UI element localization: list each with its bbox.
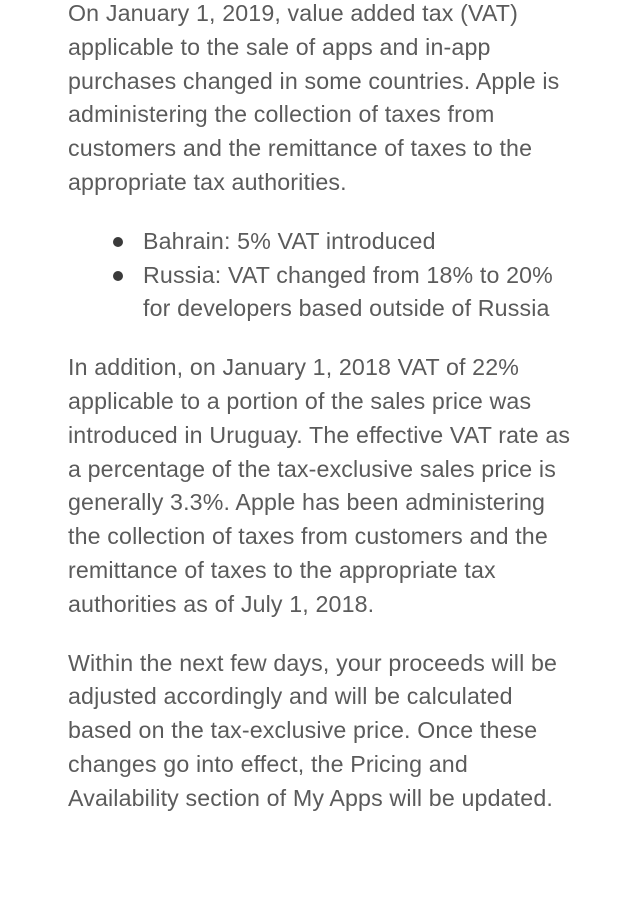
bullet-icon — [113, 237, 123, 247]
proceeds-paragraph: Within the next few days, your proceeds will be adjusted accordingly and will be calculated based on the tax-exclusive price. Once these changes go into effect, the Pricing and Availability section of My Apps will be updated. — [68, 649, 558, 811]
uruguay-vat-paragraph: In addition, on January 1, 2018 VAT of 22% applicable to a portion of the sales price was introduced in Uruguay. The effective VAT rate as a percentage of the tax-exclusive sales price is generally 3.3%. Apple has been administering the collection of taxes from customers and the remittance of taxes to the appropriate tax authorities as of July 1, 2018. — [68, 354, 571, 617]
vat-change-paragraph: On January 1, 2019, value added tax (VAT) applicable to the sale of apps and in-app purchases changed in some countries. Apple is administering the collection of taxes from customers and the remittance of taxes to the appropriate tax authorities. — [68, 0, 560, 195]
list-item — [143, 225, 578, 259]
list-item-text: Bahrain: 5% VAT introduced — [143, 227, 436, 254]
message-content — [68, 0, 578, 816]
bullet-icon — [113, 271, 123, 281]
list-item-text: Russia: VAT changed from 18% to 20% for developers based outside of Russia — [143, 261, 553, 322]
list-item — [143, 259, 578, 327]
country-vat-list — [68, 225, 578, 326]
